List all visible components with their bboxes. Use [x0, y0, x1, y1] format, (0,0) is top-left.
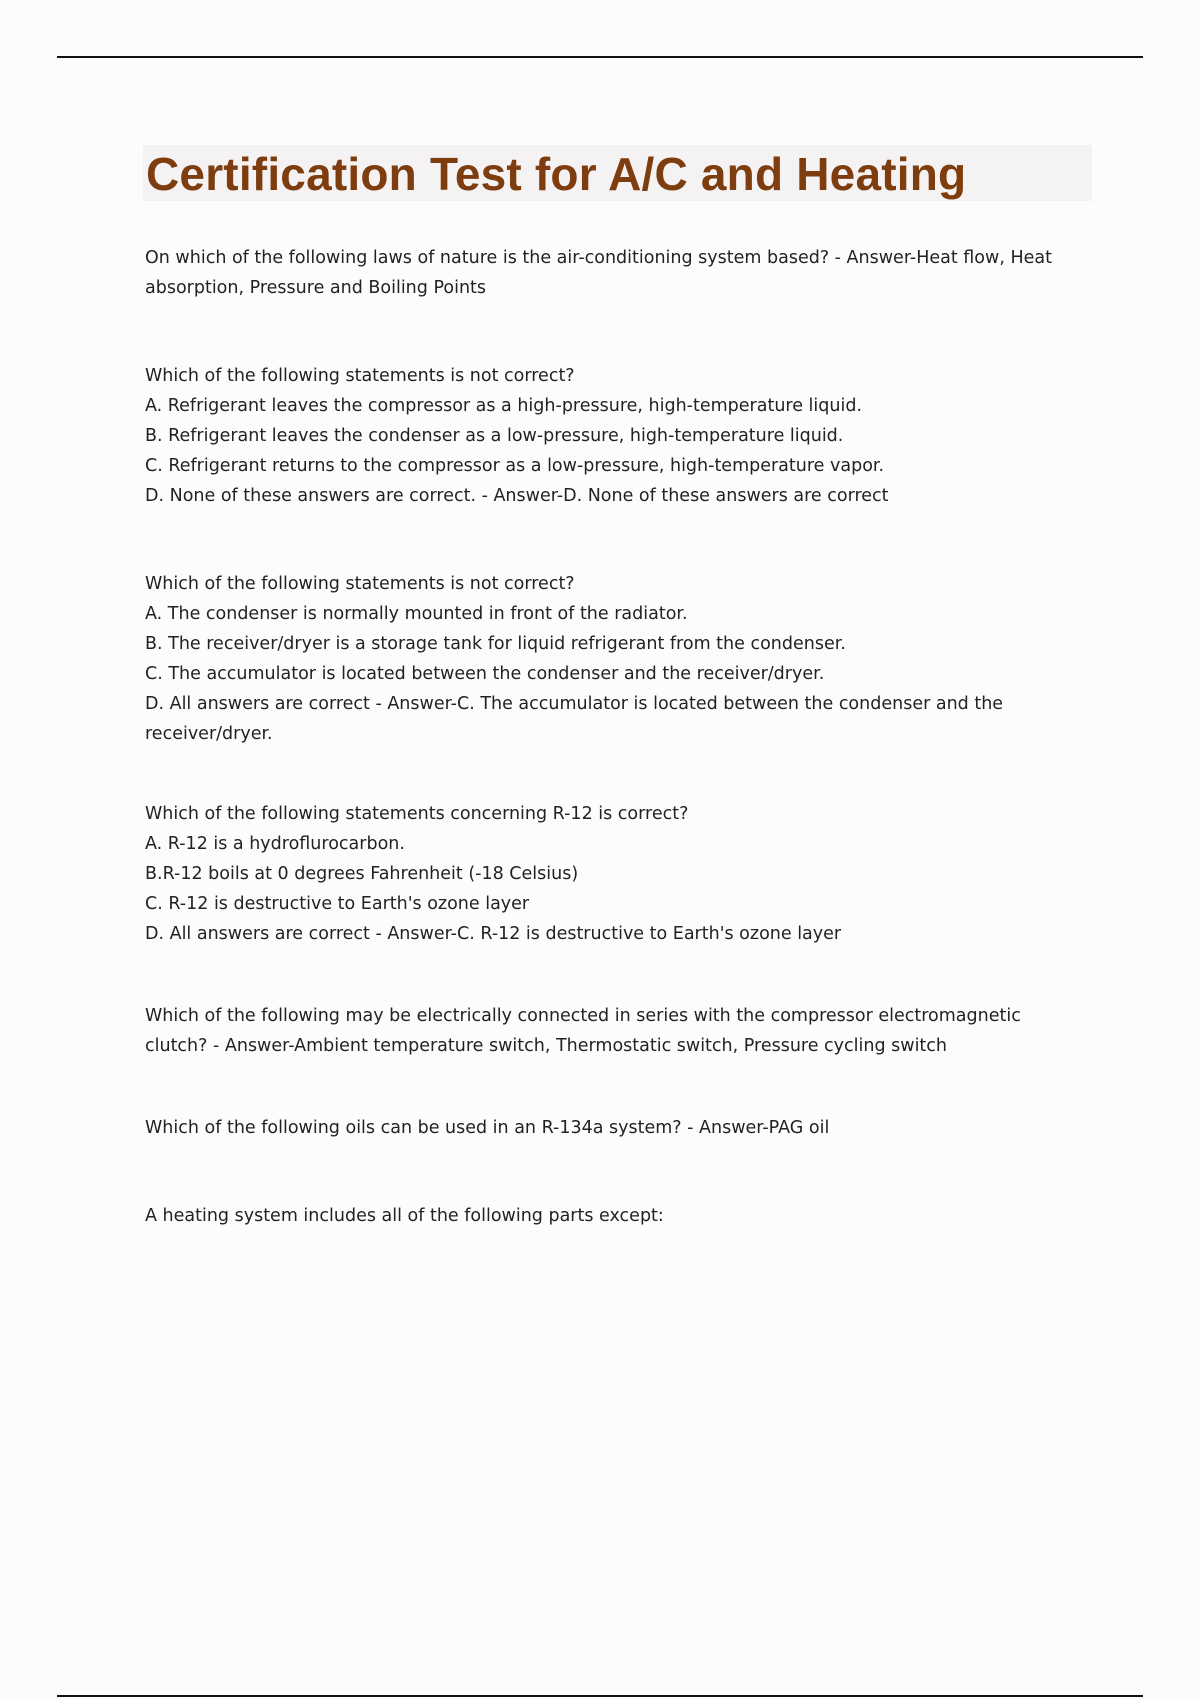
answer-option: A. The condenser is normally mounted in front of the radiator. — [145, 604, 688, 624]
answer-option: C. Refrigerant returns to the compressor as a low-pressure, high-temperature vapor. — [145, 456, 885, 476]
qa-item-6 — [145, 1113, 1085, 1143]
question-text: Which of the following statements concerning R-12 is correct? — [145, 804, 689, 824]
answer-option: B.R-12 boils at 0 degrees Fahrenheit (-18 Celsius) — [145, 864, 579, 884]
answer-option: B. Refrigerant leaves the condenser as a low-pressure, high-temperature liquid. — [145, 426, 844, 446]
qa-item-1 — [145, 243, 1085, 303]
header-rule — [57, 56, 1143, 58]
spacer — [145, 303, 1085, 361]
spacer — [145, 949, 1085, 1001]
spacer — [145, 1143, 1085, 1201]
document-body — [145, 243, 1085, 1231]
spacer — [145, 1061, 1085, 1113]
answer-option: D. None of these answers are correct. - Answer-D. None of these answers are correct — [145, 486, 889, 506]
qa-text: Which of the following oils can be used in an R-134a system? - Answer-PAG oil — [145, 1118, 830, 1138]
question-text: Which of the following statements is not correct? — [145, 574, 575, 594]
qa-item-3 — [145, 569, 1085, 749]
answer-option: A. Refrigerant leaves the compressor as a high-pressure, high-temperature liquid. — [145, 396, 863, 416]
answer-option: A. R-12 is a hydroflurocarbon. — [145, 834, 405, 854]
qa-text: A heating system includes all of the following parts except: — [145, 1206, 664, 1226]
qa-item-7 — [145, 1201, 1085, 1231]
answer-option: D. All answers are correct - Answer-C. The accumulator is located between the condenser and the receiver/dryer. — [145, 694, 1004, 744]
qa-item-5 — [145, 1001, 1085, 1061]
question-text: Which of the following statements is not correct? — [145, 366, 575, 386]
spacer — [145, 749, 1085, 799]
qa-text: Which of the following may be electrically connected in series with the compressor electromagnetic clutch? - Answer-Ambient temperature switch, Thermostatic switch, Pressure cycling switch — [145, 1006, 1021, 1056]
footer-rule — [57, 1695, 1143, 1697]
document-title: Certification Test for A/C and Heating — [146, 148, 967, 200]
answer-option: D. All answers are correct - Answer-C. R-12 is destructive to Earth's ozone layer — [145, 924, 842, 944]
qa-item-4 — [145, 799, 1085, 949]
answer-option: C. The accumulator is located between the condenser and the receiver/dryer. — [145, 664, 825, 684]
spacer — [145, 511, 1085, 569]
answer-option: B. The receiver/dryer is a storage tank for liquid refrigerant from the condenser. — [145, 634, 846, 654]
answer-option: C. R-12 is destructive to Earth's ozone layer — [145, 894, 530, 914]
qa-text: On which of the following laws of nature is the air-conditioning system based? - Answer-Heat flow, Heat absorption, Pressure and Boiling Points — [145, 248, 1052, 298]
qa-item-2 — [145, 361, 1085, 511]
